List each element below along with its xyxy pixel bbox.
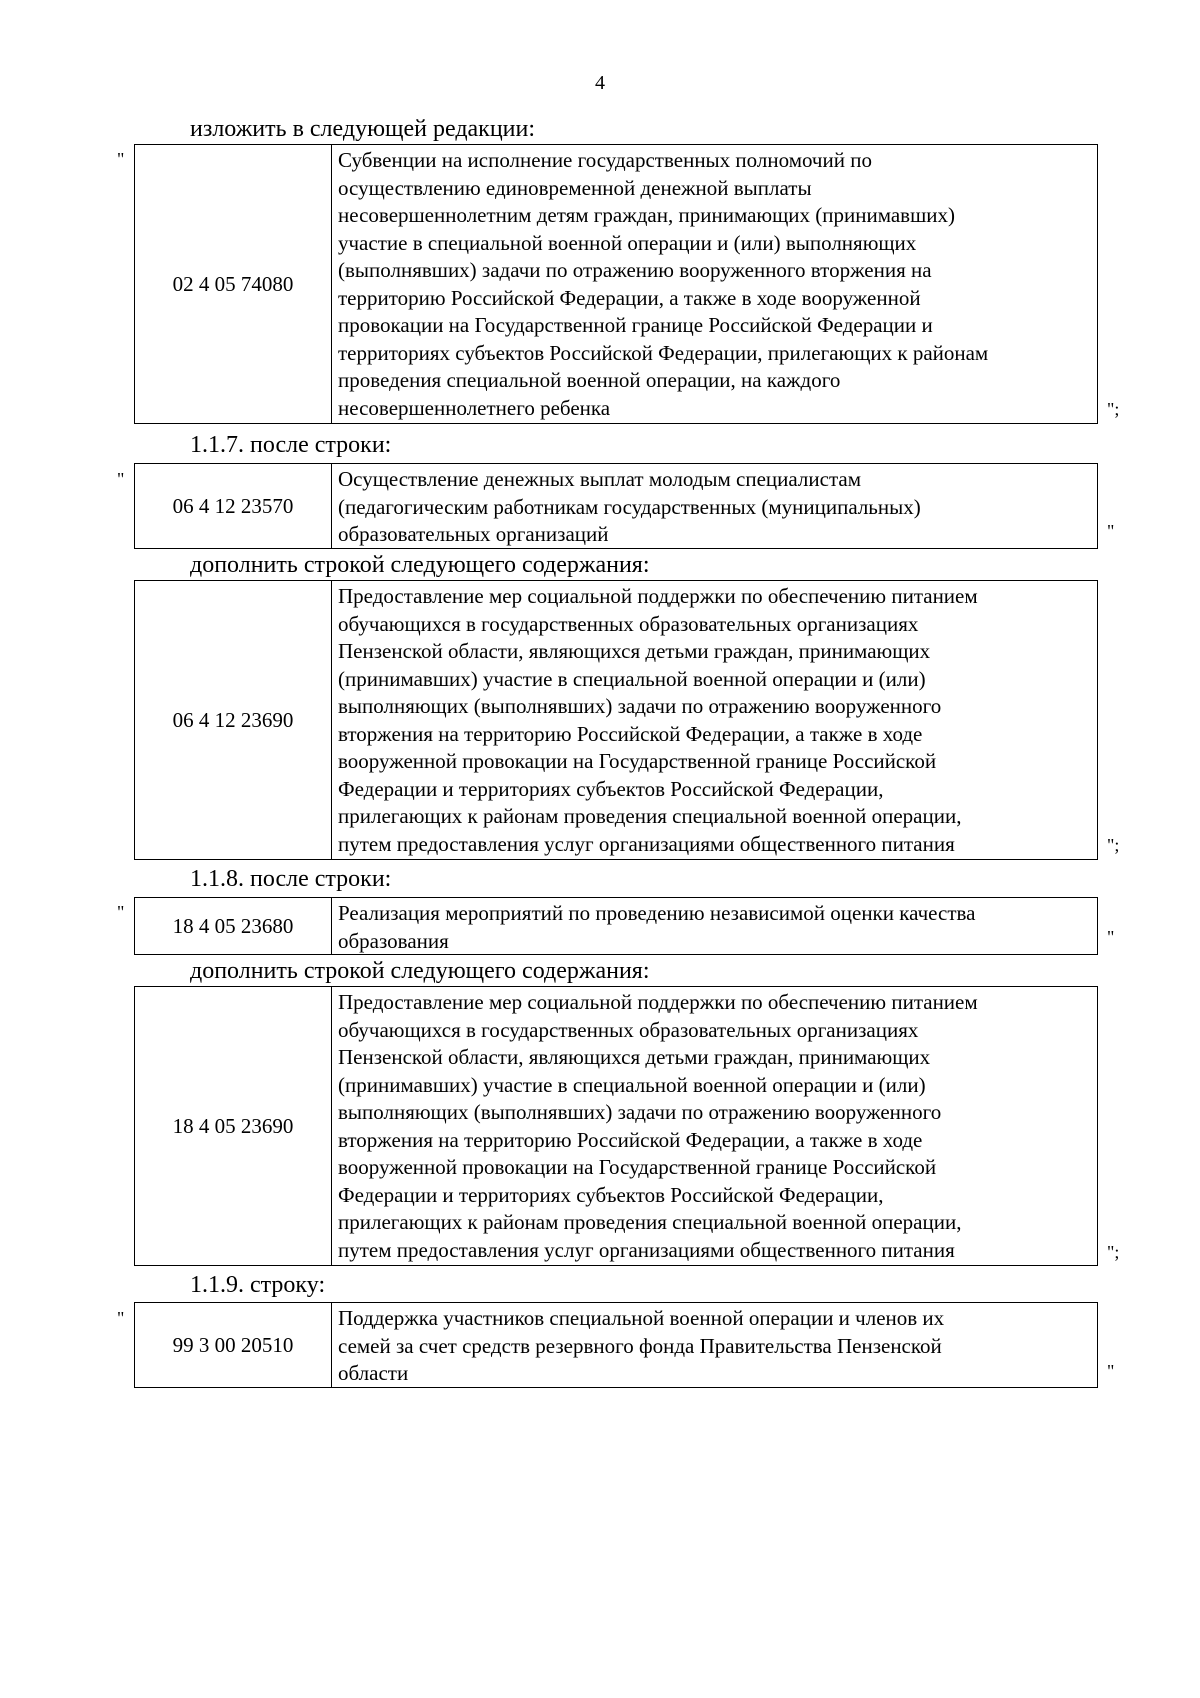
open-quote: " (117, 1308, 125, 1328)
row-code: 18 4 05 23690 (135, 987, 332, 1265)
section-heading-edit: изложить в следующей редакции: (190, 116, 536, 142)
row-description (332, 987, 1097, 1265)
description-line: выполняющих (выполнявших) задачи по отражению вооруженного (338, 694, 942, 718)
close-quote: " (1107, 521, 1115, 541)
row-code: 99 3 00 20510 (135, 1303, 332, 1387)
description-line: образовательных организаций (338, 522, 609, 546)
description-line: области (338, 1361, 409, 1385)
description-line: (выполнявших) задачи по отражению вооруженного вторжения на (338, 258, 932, 282)
description-line: прилегающих к районам проведения специальной военной операции, (338, 1210, 962, 1234)
table-row (134, 986, 1098, 1266)
close-quote: "; (1107, 1242, 1120, 1262)
row-code: 18 4 05 23680 (135, 898, 332, 954)
description-line: семей за счет средств резервного фонда Правительства Пензенской (338, 1333, 942, 1358)
description-line: обучающихся в государственных образовательных организациях (338, 611, 919, 636)
description-line: (принимавших) участие в специальной военной операции и (или) (338, 1072, 926, 1097)
description-line: вторжения на территорию Российской Федерации, а также в ходе (338, 721, 923, 746)
description-line: образования (338, 928, 449, 953)
close-quote: "; (1107, 835, 1120, 855)
section-heading-add-row: дополнить строкой следующего содержания: (190, 958, 650, 984)
row-description (332, 464, 1097, 548)
open-quote: " (117, 902, 125, 922)
description-line: территорию Российской Федерации, а также в ходе вооруженной (338, 285, 921, 310)
description-line: вооруженной провокации на Государственной границе Российской (338, 749, 937, 773)
row-code: 06 4 12 23690 (135, 581, 332, 859)
description-line: прилегающих к районам проведения специальной военной операции, (338, 804, 962, 828)
description-line: выполняющих (выполнявших) задачи по отражению вооруженного (338, 1100, 942, 1124)
description-line: территориях субъектов Российской Федерации, прилегающих к районам (338, 340, 989, 365)
description-line: Субвенции на исполнение государственных полномочий по (338, 148, 872, 172)
description-line: путем предоставления услуг организациями общественного питания (338, 1237, 955, 1262)
description-line: Пензенской области, являющихся детьми граждан, принимающих (338, 1045, 931, 1069)
description-line: путем предоставления услуг организациями общественного питания (338, 831, 955, 856)
row-description (332, 1303, 1097, 1387)
table-row (134, 144, 1098, 424)
description-line: осуществлению единовременной денежной выплаты (338, 175, 812, 200)
row-description (332, 145, 1097, 423)
row-code: 02 4 05 74080 (135, 145, 332, 423)
description-line: Федерации и территориях субъектов Российской Федерации, (338, 776, 884, 801)
description-line: проведения специальной военной операции, на каждого (338, 368, 841, 392)
description-line: Предоставление мер социальной поддержки по обеспечению питанием (338, 584, 978, 608)
description-line: Предоставление мер социальной поддержки по обеспечению питанием (338, 990, 978, 1014)
row-description (332, 898, 1097, 954)
description-line: вторжения на территорию Российской Федерации, а также в ходе (338, 1127, 923, 1152)
description-line: Реализация мероприятий по проведению независимой оценки качества (338, 901, 976, 925)
open-quote: " (117, 149, 125, 169)
description-line: (педагогическим работникам государственных (муниципальных) (338, 494, 921, 519)
row-description (332, 581, 1097, 859)
close-quote: " (1107, 1361, 1115, 1381)
description-line: несовершеннолетним детям граждан, принимающих (принимавших) (338, 203, 955, 227)
section-heading-after-row: 1.1.8. после строки: (190, 866, 392, 892)
description-line: несовершеннолетнего ребенка (338, 395, 611, 420)
description-line: вооруженной провокации на Государственной границе Российской (338, 1155, 937, 1179)
section-heading-after-row: 1.1.7. после строки: (190, 432, 392, 458)
description-line: обучающихся в государственных образовательных организациях (338, 1017, 919, 1042)
description-line: Поддержка участников специальной военной операции и членов их (338, 1306, 945, 1330)
description-line: Пензенской области, являющихся детьми граждан, принимающих (338, 639, 931, 663)
description-line: провокации на Государственной границе Российской Федерации и (338, 313, 933, 337)
description-line: Федерации и территориях субъектов Российской Федерации, (338, 1182, 884, 1207)
table-row (134, 580, 1098, 860)
section-heading-row: 1.1.9. строку: (190, 1272, 326, 1298)
close-quote: "; (1107, 399, 1120, 419)
row-code: 06 4 12 23570 (135, 464, 332, 548)
table-row (134, 897, 1098, 955)
table-row (134, 463, 1098, 549)
description-line: Осуществление денежных выплат молодым специалистам (338, 467, 861, 491)
open-quote: " (117, 469, 125, 489)
description-line: (принимавших) участие в специальной военной операции и (или) (338, 666, 926, 691)
close-quote: " (1107, 927, 1115, 947)
description-line: участие в специальной военной операции и (или) выполняющих (338, 230, 917, 255)
page-number: 4 (595, 72, 605, 94)
section-heading-add-row: дополнить строкой следующего содержания: (190, 552, 650, 578)
table-row (134, 1302, 1098, 1388)
